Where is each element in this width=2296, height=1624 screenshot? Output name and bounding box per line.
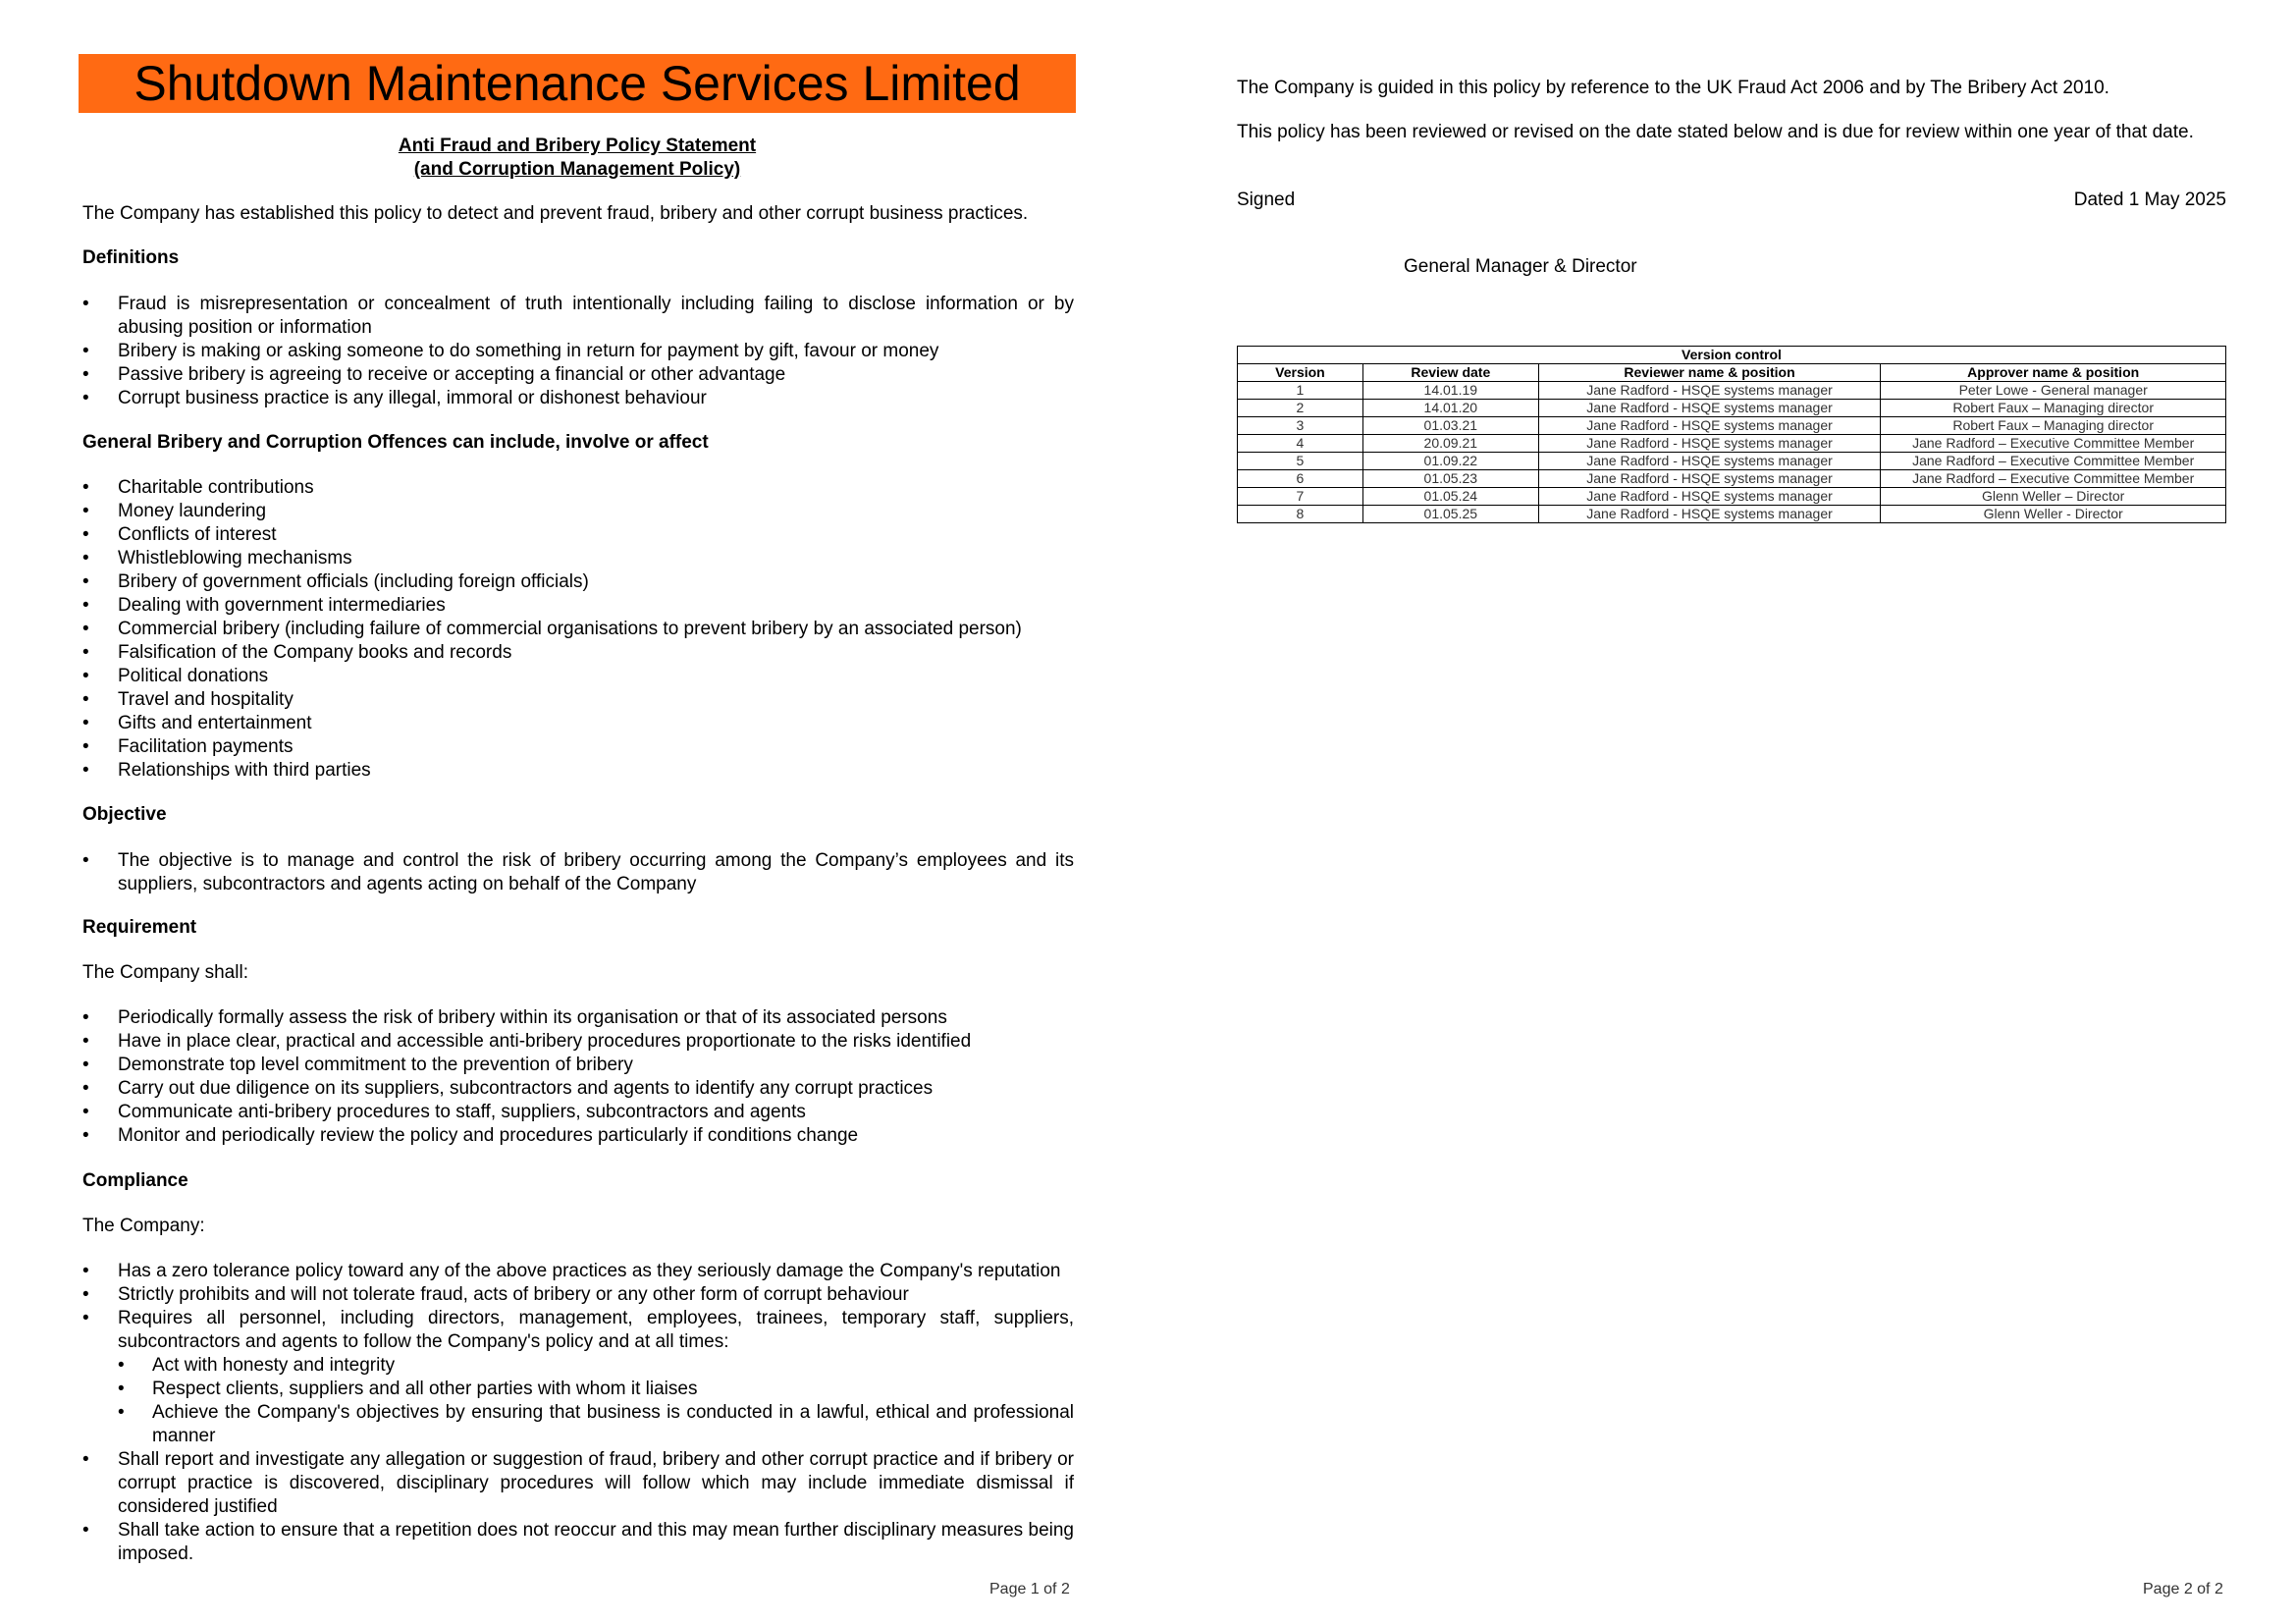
company-name-banner: Shutdown Maintenance Services Limited bbox=[79, 54, 1076, 113]
list-item: • Strictly prohibits and will not tolerate fraud, acts of bribery or any other form of corrupt behaviour bbox=[82, 1283, 1074, 1307]
list-item bbox=[82, 1307, 1074, 1448]
table-cell: 01.09.22 bbox=[1362, 453, 1538, 470]
signatory-title: General Manager & Director bbox=[1404, 256, 1637, 277]
requirement-list bbox=[82, 1006, 1074, 1148]
column-header: Reviewer name & position bbox=[1538, 364, 1881, 382]
policy-subtitle: (and Corruption Management Policy) bbox=[413, 159, 741, 180]
list-item: • Demonstrate top level commitment to the prevention of bribery bbox=[82, 1054, 1074, 1077]
table-cell: 2 bbox=[1238, 400, 1363, 417]
column-header: Version bbox=[1238, 364, 1363, 382]
list-item: • Communicate anti-bribery procedures to staff, suppliers, subcontractors and agents bbox=[82, 1101, 1074, 1124]
definitions-list bbox=[82, 293, 1074, 410]
review-text: This policy has been reviewed or revised on the date stated below and is due for review within one year of that date. bbox=[1237, 122, 2194, 142]
list-item: • Gifts and entertainment bbox=[82, 712, 1074, 735]
table-row bbox=[1238, 435, 2226, 453]
table-cell: Robert Faux – Managing director bbox=[1881, 417, 2226, 435]
policy-title: Anti Fraud and Bribery Policy Statement bbox=[398, 135, 757, 156]
table-cell: 01.05.25 bbox=[1362, 506, 1538, 523]
list-item: • Has a zero tolerance policy toward any of the above practices as they seriously damage the Company's reputation bbox=[82, 1260, 1074, 1283]
table-cell: 20.09.21 bbox=[1362, 435, 1538, 453]
page-2 bbox=[1148, 0, 2296, 1624]
table-cell: 8 bbox=[1238, 506, 1363, 523]
table-cell: 01.03.21 bbox=[1362, 417, 1538, 435]
table-cell: Jane Radford - HSQE systems manager bbox=[1538, 453, 1881, 470]
table-cell: 01.05.24 bbox=[1362, 488, 1538, 506]
table-cell: 7 bbox=[1238, 488, 1363, 506]
column-header: Approver name & position bbox=[1881, 364, 2226, 382]
table-cell: 5 bbox=[1238, 453, 1363, 470]
list-item: • Fraud is misrepresentation or concealment of truth intentionally including failing to disclose information or by abusing position or information bbox=[82, 293, 1074, 340]
table-row bbox=[1238, 382, 2226, 400]
table-cell: 14.01.20 bbox=[1362, 400, 1538, 417]
list-item: • Shall report and investigate any allegation or suggestion of fraud, bribery and other corrupt practice and if bribery or corrupt practice is discovered, disciplinary procedures will follow which may include immediate dismissal if considered justified bbox=[82, 1448, 1074, 1519]
table-cell: 14.01.19 bbox=[1362, 382, 1538, 400]
list-item: • Passive bribery is agreeing to receive or accepting a financial or other advantage bbox=[82, 363, 1074, 387]
table-row bbox=[1238, 400, 2226, 417]
objective-list bbox=[82, 849, 1074, 896]
list-item: • Travel and hospitality bbox=[82, 688, 1074, 712]
list-item: • Bribery is making or asking someone to do something in return for payment by gift, favour or money bbox=[82, 340, 1074, 363]
table-caption: Version control bbox=[1238, 347, 2226, 364]
column-header: Review date bbox=[1362, 364, 1538, 382]
list-item: • Facilitation payments bbox=[82, 735, 1074, 759]
page-number: Page 1 of 2 bbox=[989, 1581, 1070, 1597]
sub-list-item: • Achieve the Company's objectives by ensuring that business is conducted in a lawful, ethical and professional manner bbox=[118, 1401, 1074, 1448]
list-item-text: Requires all personnel, including directors, management, employees, trainees, temporary staff, suppliers, subcontractors and agents to follow the Company's policy and at all times: bbox=[118, 1308, 1074, 1352]
list-item: • Conflicts of interest bbox=[82, 523, 1074, 547]
table-row bbox=[1238, 488, 2226, 506]
table-cell: Jane Radford - HSQE systems manager bbox=[1538, 506, 1881, 523]
table-cell: 3 bbox=[1238, 417, 1363, 435]
requirement-heading: Requirement bbox=[82, 917, 197, 938]
list-item: • Corrupt business practice is any illegal, immoral or dishonest behaviour bbox=[82, 387, 1074, 410]
list-item: • The objective is to manage and control the risk of bribery occurring among the Company’s employees and its suppliers, subcontractors and agents acting on behalf of the Company bbox=[82, 849, 1074, 896]
definitions-heading: Definitions bbox=[82, 247, 180, 268]
compliance-lead: The Company: bbox=[82, 1216, 205, 1236]
list-item: • Shall take action to ensure that a repetition does not reoccur and this may mean further disciplinary measures being imposed. bbox=[82, 1519, 1074, 1566]
table-row bbox=[1238, 417, 2226, 435]
table-cell: Jane Radford - HSQE systems manager bbox=[1538, 417, 1881, 435]
table-cell: Glenn Weller - Director bbox=[1881, 506, 2226, 523]
table-row bbox=[1238, 506, 2226, 523]
guided-by-text: The Company is guided in this policy by reference to the UK Fraud Act 2006 and by The Bribery Act 2010. bbox=[1237, 78, 2109, 98]
list-item: • Dealing with government intermediaries bbox=[82, 594, 1074, 618]
table-cell: Robert Faux – Managing director bbox=[1881, 400, 2226, 417]
compliance-sublist bbox=[118, 1354, 1074, 1448]
list-item: • Monitor and periodically review the policy and procedures particularly if conditions change bbox=[82, 1124, 1074, 1148]
list-item: • Whistleblowing mechanisms bbox=[82, 547, 1074, 570]
table-cell: Glenn Weller – Director bbox=[1881, 488, 2226, 506]
list-item: • Have in place clear, practical and accessible anti-bribery procedures proportionate to the risks identified bbox=[82, 1030, 1074, 1054]
list-item: • Periodically formally assess the risk of bribery within its organisation or that of its associated persons bbox=[82, 1006, 1074, 1030]
list-item: • Bribery of government officials (including foreign officials) bbox=[82, 570, 1074, 594]
table-cell: Jane Radford - HSQE systems manager bbox=[1538, 470, 1881, 488]
table-cell: Jane Radford – Executive Committee Member bbox=[1881, 470, 2226, 488]
list-item: • Charitable contributions bbox=[82, 476, 1074, 500]
objective-heading: Objective bbox=[82, 804, 167, 825]
table-cell: Jane Radford - HSQE systems manager bbox=[1538, 488, 1881, 506]
offences-heading: General Bribery and Corruption Offences can include, involve or affect bbox=[82, 432, 709, 453]
list-item: • Relationships with third parties bbox=[82, 759, 1074, 783]
page-number: Page 2 of 2 bbox=[2143, 1581, 2223, 1597]
intro-paragraph: The Company has established this policy to detect and prevent fraud, bribery and other corrupt business practices. bbox=[82, 203, 1029, 224]
table-header-row bbox=[1238, 364, 2226, 382]
table-cell: Jane Radford - HSQE systems manager bbox=[1538, 400, 1881, 417]
compliance-list bbox=[82, 1260, 1074, 1566]
list-item: • Political donations bbox=[82, 665, 1074, 688]
table-cell: Jane Radford – Executive Committee Member bbox=[1881, 435, 2226, 453]
signed-label: Signed bbox=[1237, 189, 1296, 210]
compliance-heading: Compliance bbox=[82, 1170, 188, 1191]
list-item: • Money laundering bbox=[82, 500, 1074, 523]
table-cell: Peter Lowe - General manager bbox=[1881, 382, 2226, 400]
version-control-table bbox=[1237, 346, 2226, 523]
table-cell: Jane Radford – Executive Committee Member bbox=[1881, 453, 2226, 470]
table-cell: 4 bbox=[1238, 435, 1363, 453]
list-item: • Falsification of the Company books and records bbox=[82, 641, 1074, 665]
table-row bbox=[1238, 453, 2226, 470]
sub-list-item: • Respect clients, suppliers and all other parties with whom it liaises bbox=[118, 1378, 1074, 1401]
table-cell: 1 bbox=[1238, 382, 1363, 400]
table-row bbox=[1238, 470, 2226, 488]
table-cell: 6 bbox=[1238, 470, 1363, 488]
table-cell: 01.05.23 bbox=[1362, 470, 1538, 488]
table-cell: Jane Radford - HSQE systems manager bbox=[1538, 435, 1881, 453]
table-cell: Jane Radford - HSQE systems manager bbox=[1538, 382, 1881, 400]
dated-label: Dated 1 May 2025 bbox=[2073, 189, 2226, 210]
requirement-lead: The Company shall: bbox=[82, 962, 248, 983]
list-item: • Carry out due diligence on its suppliers, subcontractors and agents to identify any corrupt practices bbox=[82, 1077, 1074, 1101]
offences-list bbox=[82, 476, 1074, 783]
sub-list-item: • Act with honesty and integrity bbox=[118, 1354, 1074, 1378]
list-item: • Commercial bribery (including failure of commercial organisations to prevent bribery by an associated person) bbox=[82, 618, 1074, 641]
